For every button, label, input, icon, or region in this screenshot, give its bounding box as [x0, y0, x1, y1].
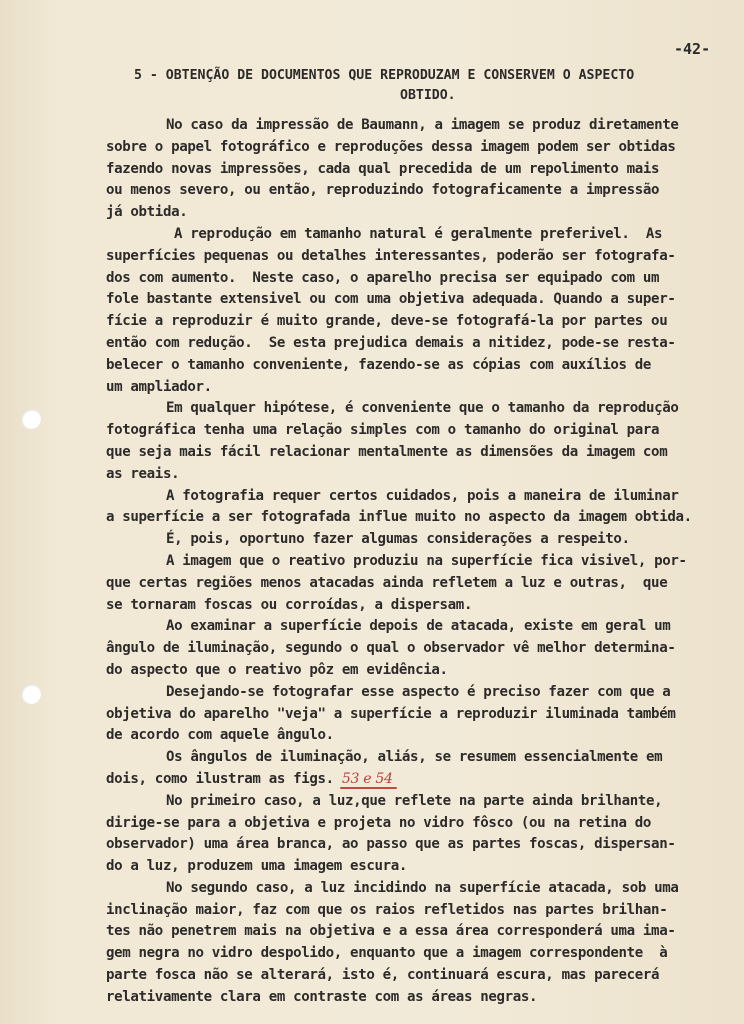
text-line — [106, 137, 736, 159]
text-line-content: fície a reproduzir é muito grande, deve-se fotografá-la por partes ou — [106, 313, 668, 330]
text-line — [106, 595, 736, 617]
text-line-content: dois, como ilustram as figs. — [106, 770, 342, 787]
text-line-content: fole bastante extensivel ou com uma objetiva adequada. Quando a super- — [106, 291, 676, 308]
text-line — [106, 289, 736, 311]
text-line-content: já obtida. — [106, 204, 188, 221]
text-line-content: ângulo de iluminação, segundo o qual o observador vê melhor determina- — [106, 640, 676, 657]
text-line — [106, 180, 736, 202]
section-title-line-1: 5 - OBTENÇÃO DE DOCUMENTOS QUE REPRODUZAM E CONSERVEM O ASPECTO — [134, 68, 635, 83]
text-line-content: do aspecto que o reativo pôz em evidência. — [106, 661, 448, 678]
text-line-content: parte fosca não se alterará, isto é, continuará escura, mas parecerá — [106, 967, 660, 984]
text-line-content: a superfície a ser fotografada influe muito no aspecto da imagem obtida. — [106, 509, 692, 526]
section-title — [134, 66, 694, 106]
text-line-content: No primeiro caso, a luz,que reflete na parte ainda brilhante, — [166, 792, 663, 809]
text-line — [106, 333, 736, 355]
text-line-content: fotográfica tenha uma relação simples com o tamanho do original para — [106, 422, 660, 439]
text-line — [106, 747, 736, 769]
text-line-content: belecer o tamanho conveniente, fazendo-se as cópias com auxílios de — [106, 356, 652, 373]
text-line — [106, 660, 736, 682]
text-line-content: Ao examinar a superfície depois de atacada, existe em geral um — [166, 618, 671, 635]
page-number: -42- — [674, 40, 711, 58]
text-line-content: tes não penetrem mais na objetiva e a essa área corresponderá uma ima- — [106, 923, 676, 940]
text-line — [106, 202, 736, 224]
text-line-content: então com redução. Se esta prejudica demais a nitidez, pode-se resta- — [106, 334, 676, 351]
text-line-content: É, pois, oportuno fazer algumas considerações a respeito. — [166, 531, 630, 548]
text-line-content: sobre o papel fotográfico e reproduções dessa imagem podem ser obtidas — [106, 138, 676, 155]
text-line — [106, 965, 736, 987]
text-line-content: de acordo com aquele ângulo. — [106, 727, 334, 744]
text-line — [106, 115, 736, 137]
text-line — [106, 246, 736, 268]
text-line-content: que seja mais fácil relacionar mentalmente as dimensões da imagem com — [106, 443, 668, 460]
text-line-content: observador) uma área branca, ao passo que as partes foscas, dispersan- — [106, 836, 676, 853]
text-line-content: Desejando-se fotografar esse aspecto é preciso fazer com que a — [166, 683, 671, 700]
text-line — [106, 856, 736, 878]
text-line — [106, 311, 736, 333]
text-line — [106, 704, 736, 726]
text-line-content: um ampliador. — [106, 378, 212, 395]
text-line — [106, 507, 736, 529]
text-line-content: A fotografia requer certos cuidados, pois a maneira de iluminar — [166, 487, 679, 504]
text-line — [106, 377, 736, 399]
text-line — [106, 486, 736, 508]
text-line — [106, 791, 736, 813]
text-line — [106, 616, 736, 638]
section-title-line-2: OBTIDO. — [400, 88, 456, 103]
text-line — [106, 878, 736, 900]
text-line — [106, 638, 736, 660]
text-line — [106, 943, 736, 965]
text-line — [106, 551, 736, 573]
text-line — [106, 355, 736, 377]
binder-hole — [21, 409, 41, 429]
text-line-content: se tornaram foscas ou corroídas, a dispersam. — [106, 596, 473, 613]
binder-hole — [21, 684, 41, 704]
text-line — [106, 224, 736, 246]
body-text — [106, 115, 736, 1009]
text-line — [106, 834, 736, 856]
text-line-content: superfícies pequenas ou detalhes interessantes, poderão ser fotografa- — [106, 247, 676, 264]
text-line-content: as reais. — [106, 465, 180, 482]
text-line — [106, 159, 736, 181]
text-line — [106, 268, 736, 290]
text-line-content: A imagem que o reativo produziu na superfície fica visivel, por- — [166, 552, 687, 569]
text-line — [106, 529, 736, 551]
text-line-content: relativamente clara em contraste com as áreas negras. — [106, 988, 538, 1005]
text-line-content: ou menos severo, ou então, reproduzindo fotograficamente a impressão — [106, 182, 660, 199]
text-line-content: Os ângulos de iluminação, aliás, se resumem essencialmente em — [166, 749, 663, 766]
text-line — [106, 813, 736, 835]
text-line — [106, 725, 736, 747]
text-line — [106, 573, 736, 595]
text-line — [106, 398, 736, 420]
text-line-content: objetiva do aparelho "veja" a superfície a reproduzir iluminada também — [106, 705, 676, 722]
text-line — [106, 682, 736, 704]
text-line — [106, 987, 736, 1009]
text-line — [106, 769, 736, 791]
text-line — [106, 921, 736, 943]
text-line-content: fazendo novas impressões, cada qual precedida de um repolimento mais — [106, 160, 660, 177]
text-line — [106, 464, 736, 486]
text-line-content: A reprodução em tamanho natural é geralmente preferivel. As — [174, 225, 663, 242]
text-line — [106, 900, 736, 922]
text-line-content: Em qualquer hipótese, é conveniente que o tamanho da reprodução — [166, 400, 679, 417]
text-line-content: inclinação maior, faz com que os raios refletidos nas partes brilhan- — [106, 901, 668, 918]
text-line-content: No segundo caso, a luz incidindo na superfície atacada, sob uma — [166, 879, 679, 896]
text-line-content: que certas regiões menos atacadas ainda refletem a luz e outras, que — [106, 574, 668, 591]
text-line-content: do a luz, produzem uma imagem escura. — [106, 858, 408, 875]
text-line — [106, 442, 736, 464]
text-line-content: gem negra no vidro despolido, enquanto que a imagem correspondente à — [106, 945, 668, 962]
text-line-content: No caso da impressão de Baumann, a imagem se produz diretamente — [166, 117, 679, 133]
handwritten-annotation: 53 e 54 — [341, 770, 393, 787]
text-line-content: dirige-se para a objetiva e projeta no vidro fôsco (ou na retina do — [106, 814, 652, 831]
text-line-content: dos com aumento. Neste caso, o aparelho precisa ser equipado com um — [106, 269, 660, 286]
text-line — [106, 420, 736, 442]
